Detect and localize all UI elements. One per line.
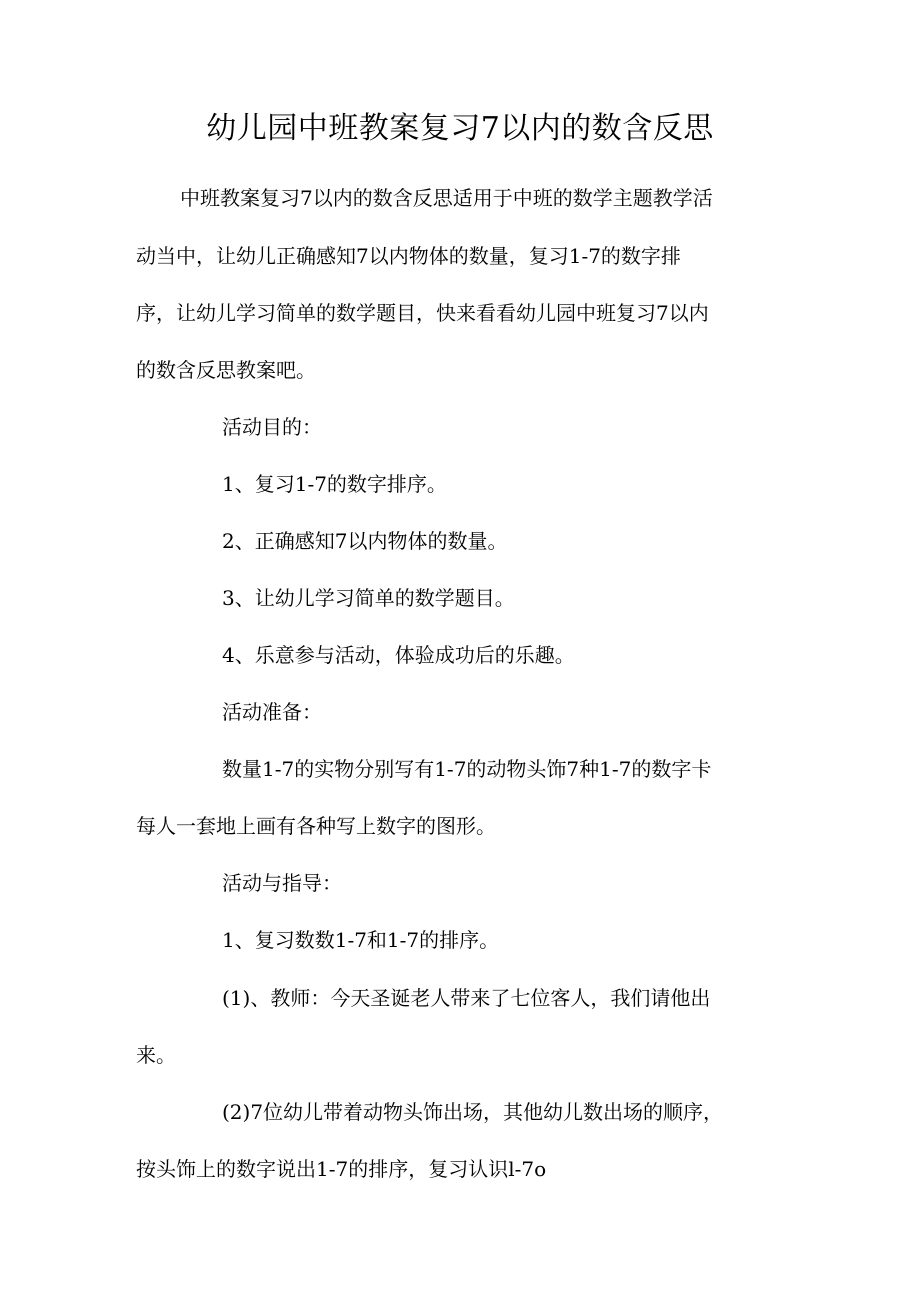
guide-step-1: 1、复习数数1-7和1-7的排序。 xyxy=(222,928,500,952)
goals-heading: 活动目的： xyxy=(222,415,322,439)
guide-step-1a-line-2: 来。 xyxy=(136,1043,176,1067)
intro-line-3: 序，让幼儿学习简单的数学题目，快来看看幼儿园中班复习7以内 xyxy=(136,301,709,325)
intro-line-2: 动当中，让幼儿正确感知7以内物体的数量，复习1-7的数字排 xyxy=(136,244,681,268)
goal-item-3: 3、让幼儿学习简单的数学题目。 xyxy=(222,586,515,610)
prep-line-1: 数量1-7的实物分别写有1-7的动物头饰7种1-7的数字卡 xyxy=(222,757,712,781)
goal-item-2: 2、正确感知7以内物体的数量。 xyxy=(222,529,508,553)
intro-line-4: 的数含反思教案吧。 xyxy=(136,358,316,382)
intro-line-1: 中班教案复习7以内的数含反思适用于中班的数学主题教学活 xyxy=(180,186,713,210)
guide-step-1b-line-2: 按头饰上的数字说出1-7的排序，复习认识l-7o xyxy=(136,1157,547,1181)
document-title: 幼儿园中班教案复习7以内的数含反思 xyxy=(206,111,714,146)
guide-step-1a-line-1: (1)、教师：今天圣诞老人带来了七位客人，我们请他出 xyxy=(222,986,711,1010)
prep-heading: 活动准备： xyxy=(222,700,322,724)
guide-heading: 活动与指导： xyxy=(222,871,342,895)
prep-line-2: 每人一套地上画有各种写上数字的图形。 xyxy=(136,814,496,838)
goal-item-1: 1、复习1-7的数字排序。 xyxy=(222,472,447,496)
goal-item-4: 4、乐意参与活动，体验成功后的乐趣。 xyxy=(222,643,575,667)
guide-step-1b-line-1: (2)7位幼儿带着动物头饰出场，其他幼儿数出场的顺序， xyxy=(222,1100,724,1124)
